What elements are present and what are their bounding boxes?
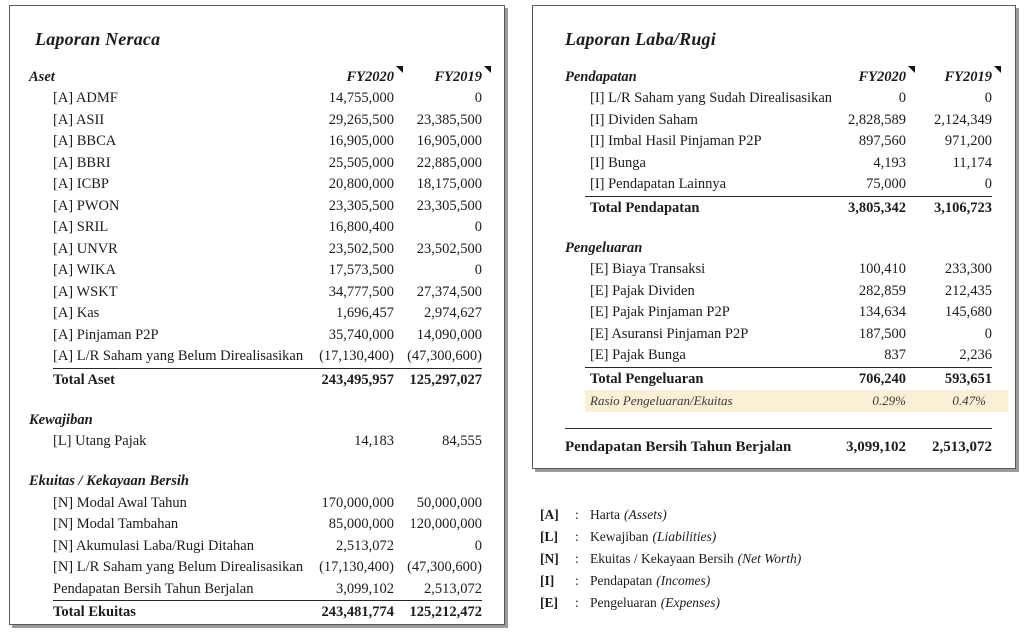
fy2020-value: 23,305,500 — [328, 197, 394, 214]
legend-name: Pengeluaran — [590, 595, 657, 610]
fy2019-value: 50,000,000 — [416, 494, 482, 511]
fy2019-value: 0 — [474, 90, 482, 106]
fy2020-value: 3,099,102 — [336, 580, 394, 597]
legend-tag: [A] — [540, 507, 559, 522]
row-label: [I] Bunga — [590, 154, 646, 171]
legend-colon: : — [575, 507, 579, 522]
total-assets-row — [53, 368, 482, 391]
liabilities-table — [29, 407, 482, 453]
row-label: [A] BBRI — [53, 154, 111, 171]
section-header-kewajiban: Kewajiban — [29, 411, 93, 428]
fy2019-value: 0 — [984, 90, 992, 106]
legend-translation: (Assets) — [623, 507, 667, 522]
fy2019-value: (47,300,600) — [407, 559, 482, 575]
expenses-header-row — [585, 235, 992, 259]
table-row — [585, 153, 992, 175]
legend-name: Pendapatan — [590, 573, 653, 588]
table-row — [585, 131, 992, 153]
fy2019-value: 3,106,723 — [906, 196, 992, 219]
row-label: [L] Utang Pajak — [53, 433, 147, 449]
table-row — [585, 302, 992, 324]
expense-equity-ratio-row — [585, 390, 1008, 412]
row-label: [A] SRIL — [53, 219, 109, 235]
table-row — [53, 239, 482, 261]
legend-translation: (Expenses) — [660, 595, 720, 610]
row-label: [A] WIKA — [53, 262, 116, 278]
fy2020-value: 0 — [898, 90, 906, 106]
table-row — [53, 217, 482, 239]
legend — [540, 504, 801, 614]
fy2020-value: 897,560 — [858, 133, 906, 149]
column-header-fy2019: FY2019 — [394, 64, 482, 88]
row-label: [A] ADMF — [53, 90, 118, 106]
fy2020-value: 1,696,457 — [336, 305, 394, 321]
table-row — [53, 153, 482, 175]
row-label: [E] Biaya Transaksi — [590, 261, 706, 277]
fy2020-value: 100,410 — [858, 261, 906, 277]
fy2019-value: 2,974,627 — [424, 305, 482, 321]
fy2019-value: 971,200 — [944, 133, 992, 149]
fy2019-value: 2,513,072 — [424, 580, 482, 597]
fy2020-value: 29,265,500 — [328, 111, 394, 128]
fy2019-value: (47,300,600) — [407, 348, 482, 364]
fy2019-value: 23,305,500 — [416, 197, 482, 214]
row-label: [N] Modal Awal Tahun — [53, 494, 187, 511]
legend-name: Ekuitas / Kekayaan Bersih — [590, 551, 734, 566]
table-row — [53, 282, 482, 304]
legend-translation: (Incomes) — [656, 573, 711, 588]
row-label: [A] PWON — [53, 197, 120, 214]
row-label: [E] Pajak Bunga — [590, 347, 686, 363]
legend-colon: : — [575, 573, 579, 588]
fy2019-value: 145,680 — [944, 304, 993, 320]
total-income-row — [585, 196, 992, 219]
fy2019-value: 0.47% — [952, 393, 986, 408]
row-label: [A] BBCA — [53, 133, 117, 149]
income-statement-title: Laporan Laba/Rugi — [565, 29, 716, 49]
ratio-label: Rasio Pengeluaran/Ekuitas — [590, 393, 733, 408]
fy2020-value: 134,634 — [858, 304, 906, 320]
table-row — [585, 345, 992, 367]
row-label: [I] Imbal Hasil Pinjaman P2P — [590, 133, 762, 149]
legend-item — [540, 526, 801, 548]
table-row — [53, 260, 482, 282]
fy2020-value: 837 — [884, 347, 906, 363]
equity-table — [29, 469, 482, 624]
fy2019-value: 23,385,500 — [416, 111, 482, 128]
fy2020-value: 2,828,589 — [848, 111, 906, 128]
total-label: Total Pendapatan — [585, 196, 806, 219]
fy2019-value: 120,000,000 — [409, 516, 482, 532]
row-label: [I] Dividen Saham — [590, 111, 698, 128]
legend-colon: : — [575, 595, 579, 610]
total-label: Total Ekuitas — [53, 601, 284, 624]
net-income-label: Pendapatan Bersih Tahun Berjalan — [565, 439, 792, 455]
fy2020-value: 17,573,500 — [328, 262, 394, 278]
balance-sheet-title: Laporan Neraca — [35, 29, 161, 49]
net-income-row — [565, 428, 992, 458]
fy2019-value: 2,124,349 — [934, 111, 992, 128]
fy2020-value: 34,777,500 — [328, 283, 394, 300]
table-row — [53, 303, 482, 325]
fy2019-value: 125,212,472 — [394, 601, 482, 624]
fy2019-value: 2,513,072 — [932, 439, 992, 455]
table-row — [585, 88, 992, 110]
row-label: [E] Pajak Pinjaman P2P — [590, 304, 730, 320]
legend-translation: (Liabilities) — [652, 529, 717, 544]
fy2019-value: 233,300 — [944, 261, 993, 277]
fy2020-value: 3,099,102 — [846, 439, 906, 455]
fy2019-value: 22,885,000 — [416, 154, 482, 171]
section-header-ekuitas: Ekuitas / Kekayaan Bersih — [29, 473, 189, 489]
row-label: [E] Pajak Dividen — [590, 282, 695, 299]
fy2020-value: 25,505,000 — [328, 154, 394, 171]
assets-header-row — [53, 64, 482, 88]
fy2020-value: 35,740,000 — [328, 326, 394, 343]
comment-indicator-icon — [484, 66, 491, 73]
assets-table — [29, 64, 482, 391]
table-row — [53, 196, 482, 218]
table-row — [53, 325, 482, 347]
fy2020-value: 170,000,000 — [321, 494, 394, 511]
fy2020-value: 14,183 — [354, 433, 394, 449]
total-label: Total Pengeluaran — [585, 367, 806, 390]
table-row — [53, 174, 482, 196]
fy2020-value: 3,805,342 — [806, 196, 906, 219]
table-row — [53, 88, 482, 110]
fy2019-value: 18,175,000 — [416, 176, 482, 192]
table-row — [585, 110, 992, 132]
fy2020-value: (17,130,400) — [319, 348, 394, 364]
fy2020-value: 85,000,000 — [328, 516, 394, 532]
legend-tag: [N] — [540, 551, 559, 566]
legend-colon: : — [575, 529, 579, 544]
fy2019-value: 2,236 — [959, 347, 993, 363]
table-row — [585, 324, 992, 346]
section-header-aset: Aset — [29, 68, 55, 85]
fy2020-value: 23,502,500 — [328, 240, 394, 257]
fy2020-value: (17,130,400) — [319, 559, 394, 575]
row-label: Pendapatan Bersih Tahun Berjalan — [53, 580, 254, 597]
fy2020-value: 0.29% — [872, 393, 906, 408]
table-row — [585, 259, 992, 281]
legend-item — [540, 570, 801, 592]
liabilities-header-row — [53, 407, 482, 431]
balance-sheet-panel — [9, 5, 505, 625]
fy2020-value: 706,240 — [806, 367, 906, 390]
row-label: [A] ICBP — [53, 176, 109, 192]
row-label: [N] Modal Tambahan — [53, 516, 179, 532]
row-label: [A] Kas — [53, 305, 100, 321]
fy2020-value: 243,495,957 — [284, 368, 394, 391]
row-label: [A] WSKT — [53, 283, 118, 300]
fy2019-value: 593,651 — [906, 367, 992, 390]
equity-header-row — [53, 469, 482, 493]
comment-indicator-icon — [994, 66, 1001, 73]
fy2020-value: 75,000 — [866, 176, 906, 192]
column-header-fy2019: FY2019 — [906, 64, 992, 88]
fy2019-value: 0 — [984, 325, 993, 342]
fy2020-value: 14,755,000 — [328, 90, 394, 106]
row-label: [I] Pendapatan Lainnya — [590, 176, 727, 192]
expenses-table — [565, 235, 993, 390]
table-row — [53, 346, 482, 368]
row-label: [I] L/R Saham yang Sudah Direalisasikan — [590, 90, 833, 106]
fy2019-value: 0 — [474, 262, 482, 278]
income-statement-panel — [532, 5, 1016, 469]
row-label: [A] L/R Saham yang Belum Direalisasikan — [53, 348, 304, 364]
legend-tag: [L] — [540, 529, 558, 544]
table-row — [585, 174, 992, 196]
row-label: [E] Asuransi Pinjaman P2P — [590, 325, 749, 342]
legend-item — [540, 548, 801, 570]
row-label: [A] Pinjaman P2P — [53, 326, 159, 343]
fy2019-value: 23,502,500 — [416, 240, 482, 257]
column-header-fy2020: FY2020 — [284, 64, 394, 88]
row-label: [N] Akumulasi Laba/Rugi Ditahan — [53, 537, 254, 554]
table-row — [585, 281, 992, 303]
column-header-fy2020: FY2020 — [806, 64, 906, 88]
fy2020-value: 187,500 — [858, 325, 906, 342]
legend-name: Harta — [590, 507, 620, 522]
income-table — [565, 64, 992, 219]
table-row — [53, 493, 482, 515]
fy2020-value: 243,481,774 — [284, 601, 394, 624]
fy2019-value: 16,905,000 — [416, 133, 482, 149]
fy2020-value: 2,513,072 — [336, 537, 394, 554]
section-header-pendapatan: Pendapatan — [565, 68, 637, 85]
legend-item — [540, 592, 801, 614]
row-label: [A] ASII — [53, 111, 105, 128]
fy2020-value: 20,800,000 — [328, 176, 394, 192]
total-expenses-row — [585, 367, 992, 390]
table-row — [53, 131, 482, 153]
legend-tag: [E] — [540, 595, 558, 610]
table-row — [53, 110, 482, 132]
legend-tag: [I] — [540, 573, 555, 588]
legend-translation: (Net Worth) — [737, 551, 802, 566]
table-row — [53, 579, 482, 601]
total-label: Total Aset — [53, 368, 284, 391]
fy2020-value: 16,905,000 — [328, 133, 394, 149]
fy2019-value: 84,555 — [442, 433, 482, 449]
row-label: [N] L/R Saham yang Belum Direalisasikan — [53, 559, 304, 575]
legend-colon: : — [575, 551, 579, 566]
table-row — [53, 557, 482, 579]
legend-name: Kewajiban — [590, 529, 649, 544]
fy2019-value: 0 — [474, 537, 482, 554]
fy2019-value: 125,297,027 — [394, 368, 482, 391]
fy2020-value: 4,193 — [873, 154, 906, 171]
fy2019-value: 14,090,000 — [416, 326, 482, 343]
table-row — [53, 536, 482, 558]
income-header-row — [585, 64, 992, 88]
fy2019-value: 0 — [474, 219, 482, 235]
table-row — [53, 514, 482, 536]
fy2020-value: 282,859 — [858, 282, 906, 299]
section-header-pengeluaran: Pengeluaran — [565, 239, 643, 256]
fy2019-value: 0 — [984, 176, 992, 192]
table-row — [53, 431, 482, 453]
legend-item — [540, 504, 801, 526]
total-equity-row — [53, 601, 482, 624]
row-label: [A] UNVR — [53, 240, 118, 257]
fy2019-value: 27,374,500 — [416, 283, 482, 300]
fy2020-value: 16,800,400 — [328, 219, 394, 235]
fy2019-value: 212,435 — [944, 282, 993, 299]
fy2019-value: 11,174 — [952, 154, 992, 171]
